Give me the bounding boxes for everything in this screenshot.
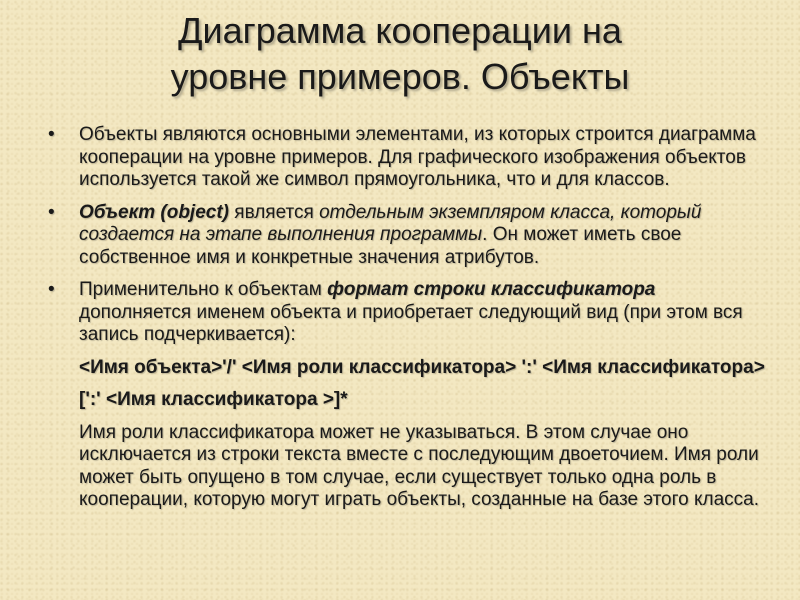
format-syntax-line-2 — [48, 389, 768, 412]
bullet-paragraph-object-definition — [48, 202, 768, 270]
bullet-paragraph-objects — [48, 124, 768, 192]
title-line-1: Диаграмма кооперации на — [178, 10, 622, 51]
paragraph-text: . Он может иметь свое собственное имя и конкретные значения атрибутов. — [79, 224, 682, 268]
definition-italic: отдельным экземпляром класса, который создается на этапе выполнения программы — [79, 201, 702, 245]
bullet-marker: • — [48, 124, 55, 145]
title-line-2: уровне примеров. Объекты — [170, 56, 630, 97]
format-syntax-line-1 — [48, 357, 768, 380]
paragraph-text: Имя роли классификатора может не указываться. В этом случае оно исключается из строки текста вместе с последующим двоеточием. Имя роли может быть опущено в том случае, если существует только одна роль в кооперации, которую могут играть объекты, созданные на базе этого класса. — [79, 421, 760, 510]
bullet-paragraph-format — [48, 279, 768, 347]
term-classifier-format: формат строки классификатора — [327, 279, 656, 300]
paragraph-text: Применительно к объектам — [79, 279, 328, 300]
slide-title — [40, 8, 760, 100]
bullet-marker: • — [48, 201, 55, 223]
format-syntax-text: <Имя объекта>'/' <Имя роли классификатора> ':' <Имя классификатора> — [79, 356, 765, 378]
paragraph-text: Объекты являются основными элементами, из которых строится диаграмма кооперации на уровне примеров. Для графического изображения объектов используется такой же символ прямоугольника, что и для классов. — [79, 124, 756, 190]
term-object: Объект (object) — [79, 201, 229, 223]
paragraph-text: дополняется именем объекта и приобретает следующий вид (при этом вся запись подчеркивается): — [79, 301, 743, 345]
paragraph-text: является — [229, 201, 320, 223]
bullet-marker: • — [48, 279, 55, 300]
paragraph-role-name — [48, 422, 768, 512]
slide-body — [48, 124, 768, 522]
format-syntax-text: [':' <Имя классификатора >]* — [79, 389, 348, 410]
